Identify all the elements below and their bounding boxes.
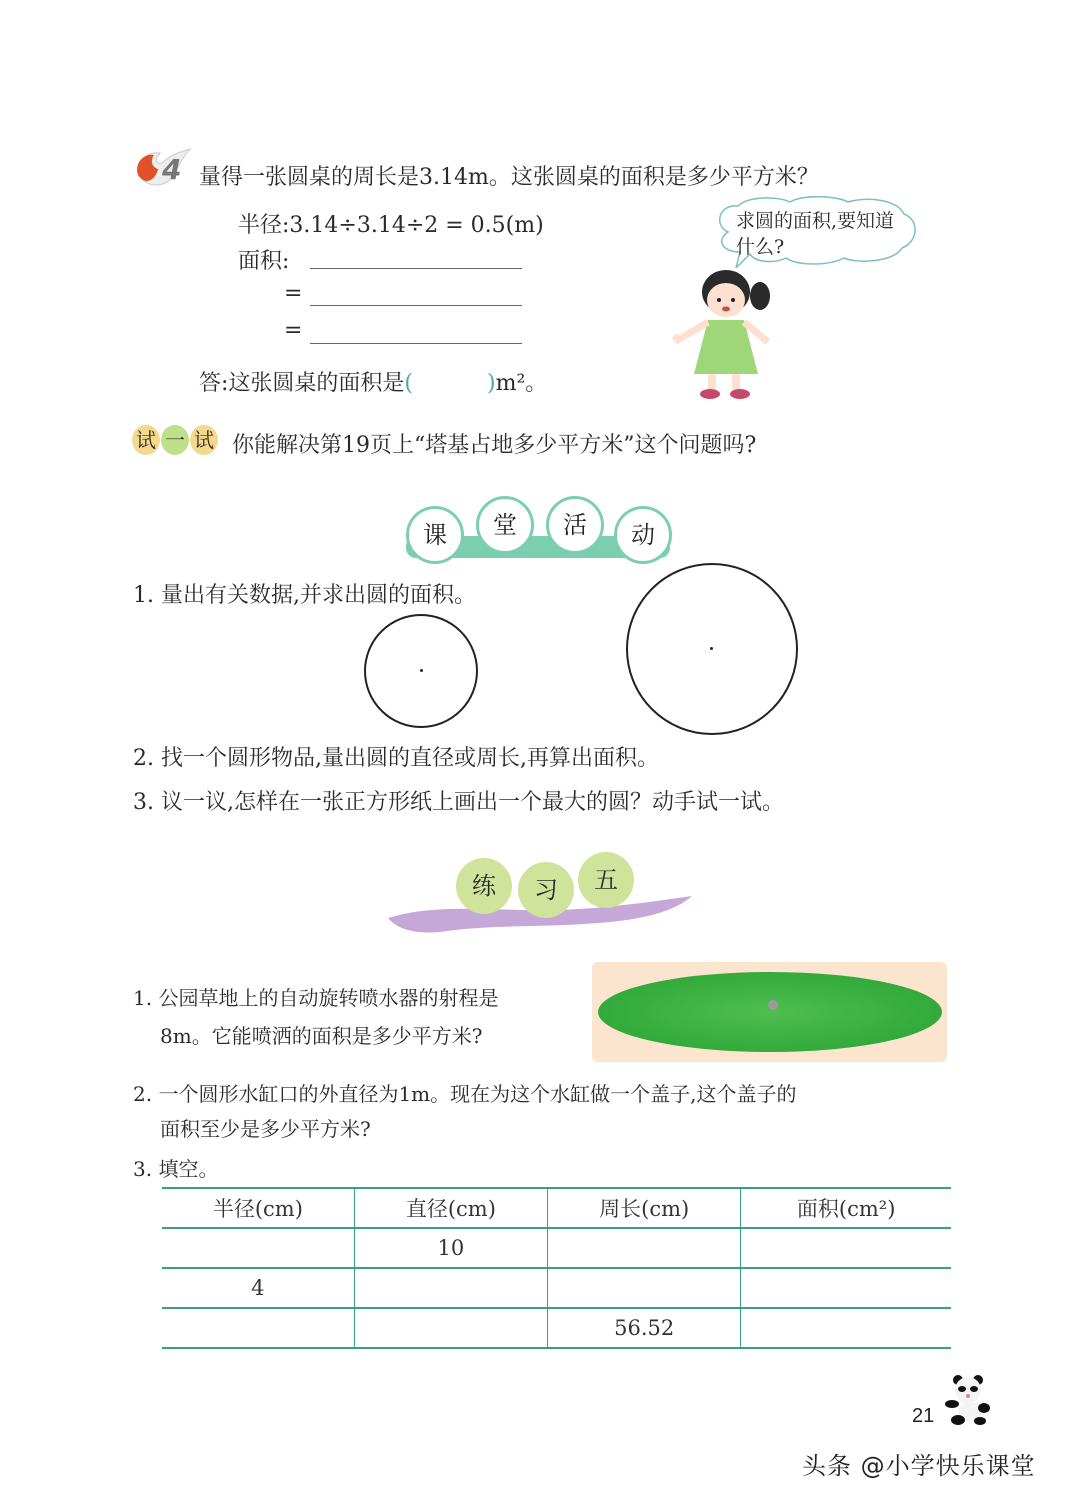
practice-q2-line1: 2. 一个圆形水缸口的外直径为1m。现在为这个水缸做一个盖子,这个盖子的 [133,1082,797,1106]
answer-unit: m²。 [495,371,548,396]
table-header-row [162,1188,951,1228]
answer-blank-line-3[interactable] [310,343,522,344]
table-cell[interactable] [162,1308,354,1348]
try-it-badge [132,425,218,455]
lawn-illustration [592,962,947,1062]
flame-badge-icon [132,145,192,191]
watermark: 头条 @小学快乐课堂 [802,1452,1036,1480]
sprinkler-icon [768,1000,778,1010]
activity-item-1: 1. 量出有关数据,并求出圆的面积。 [133,583,476,608]
area-label: 面积: [238,249,290,274]
answer-paren-open: ( [404,371,414,396]
equals-sign-1: = [284,281,303,306]
header-circumference: 周长(cm) [548,1188,741,1228]
fill-in-table [162,1187,951,1349]
activity-banner-char-1: 课 [406,506,464,564]
practice-q1-line2: 8m。它能喷洒的面积是多少平方米? [160,1024,483,1048]
answer-paren-close: ) [487,371,496,396]
example-question: 量得一张圆桌的周长是3.14m。这张圆桌的面积是多少平方米？ [199,165,819,190]
table-row [162,1268,951,1308]
table-cell: 10 [354,1228,547,1268]
svg-text:4: 4 [162,153,182,186]
girl-illustration [668,262,778,402]
activity-item-2: 2. 找一个圆形物品,量出圆的直径或周长,再算出面积。 [133,746,659,771]
practice-banner-char-2: 习 [518,862,574,918]
activity-item-3: 3. 议一议,怎样在一张正方形纸上画出一个最大的圆？动手试一试。 [133,790,784,815]
speech-bubble-text: 求圆的面积,要知道什么? [736,210,895,258]
header-radius: 半径(cm) [162,1188,354,1228]
try-it-text: 你能解决第19页上“塔基占地多少平方米”这个问题吗? [232,433,757,458]
table-cell[interactable] [354,1308,547,1348]
table-cell: 4 [162,1268,354,1308]
example-number-badge [132,145,192,191]
table-cell[interactable] [354,1268,547,1308]
panda-icon [944,1374,992,1426]
activity-banner-char-4: 动 [614,506,672,564]
radius-calculation: 半径:3.14÷3.14÷2 = 0.5(m) [238,213,544,238]
panda-mascot [944,1374,992,1426]
table-cell[interactable] [548,1228,741,1268]
large-circle-center [710,647,713,650]
answer-blank-line-2[interactable] [310,305,522,306]
table-row [162,1308,951,1348]
activity-banner-char-3: 活 [546,496,604,554]
table-cell[interactable] [548,1268,741,1308]
table-cell[interactable] [741,1308,951,1348]
try-badge-char-3: 试 [190,425,218,455]
try-badge-char-1: 试 [132,425,160,455]
header-diameter: 直径(cm) [354,1188,547,1228]
practice-q1-line1: 1. 公园草地上的自动旋转喷水器的射程是 [133,986,499,1010]
practice-q3: 3. 填空。 [133,1157,219,1181]
header-area: 面积(cm²) [741,1188,951,1228]
activity-banner-char-2: 堂 [476,496,534,554]
try-badge-char-2: 一 [161,425,189,455]
lawn-ellipse [598,972,942,1052]
practice-banner [380,848,696,938]
girl-icon [668,262,778,402]
equals-sign-2: = [284,318,303,343]
table-row [162,1228,951,1268]
page-number: 21 [912,1405,935,1427]
table-cell[interactable] [741,1228,951,1268]
practice-banner-char-3: 五 [578,852,634,908]
activity-banner [400,496,676,572]
practice-q2-line2: 面积至少是多少平方米? [160,1117,371,1141]
table-cell[interactable] [741,1268,951,1308]
small-circle-center [420,669,423,672]
table-cell[interactable] [162,1228,354,1268]
answer-sentence [199,366,547,397]
table-cell: 56.52 [548,1308,741,1348]
answer-prefix: 答:这张圆桌的面积是 [199,371,405,396]
practice-banner-char-1: 练 [456,858,512,914]
answer-blank-line-1[interactable] [310,268,522,269]
